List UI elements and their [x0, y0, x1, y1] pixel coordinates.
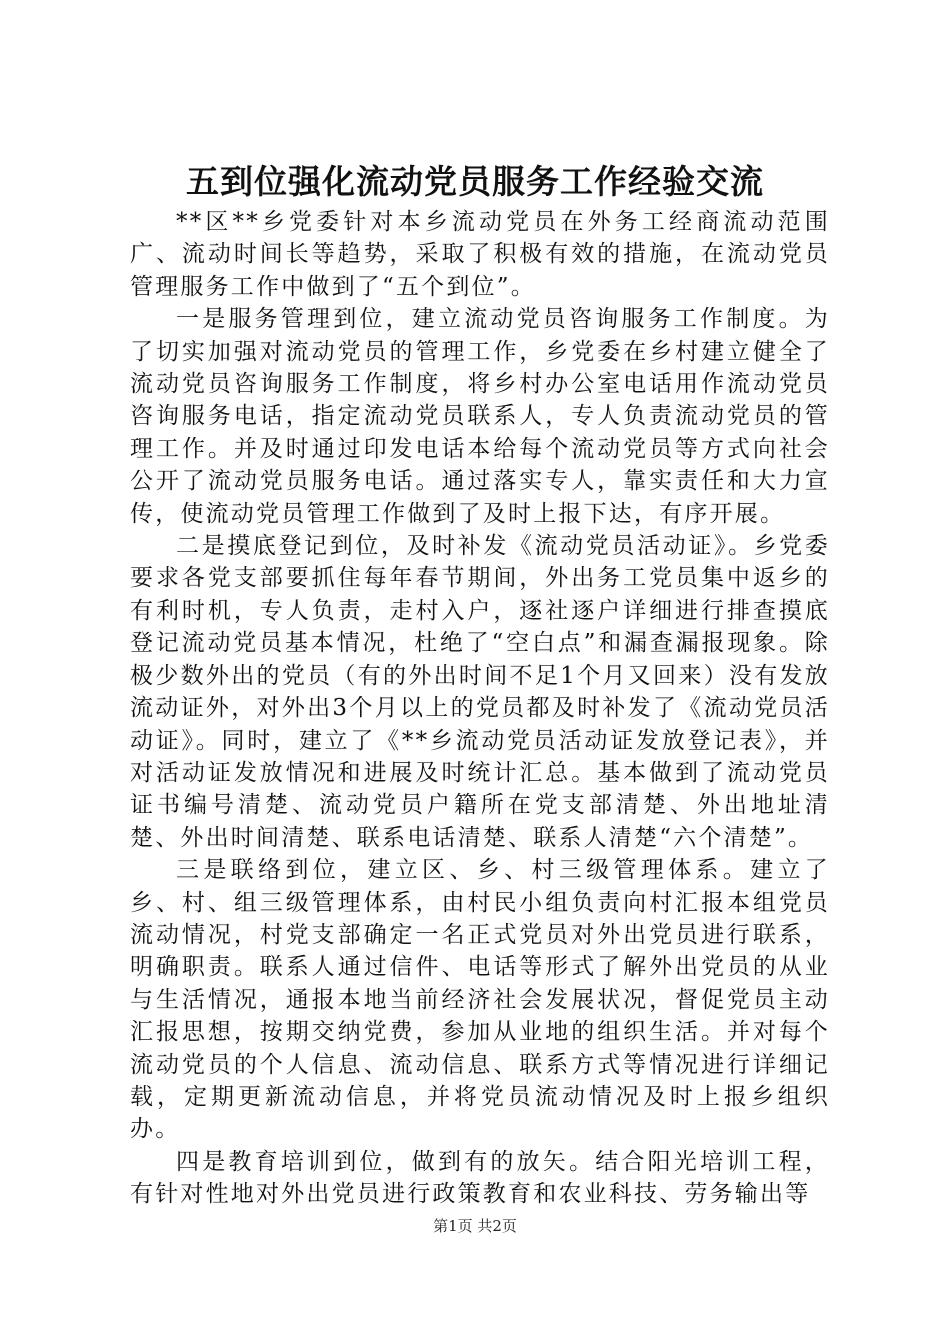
page-number-footer: 第1页 共2页 [433, 1217, 517, 1235]
paragraph-education-training: 四是教育培训到位，做到有的放矢。结合阳光培训工程，有针对性地对外出党员进行政策教育和农业科技、劳务输出等 [130, 1148, 830, 1208]
paragraph-intro: **区**乡党委针对本乡流动党员在外务工经商流动范围广、流动时间长等趋势，采取了积极有效的措施，在流动党员管理服务工作中做到了“五个到位”。 [130, 209, 830, 300]
paragraph-liaison: 三是联络到位，建立区、乡、村三级管理体系。建立了乡、村、组三级管理体系，由村民小组负责向村汇报本组党员流动情况，村党支部确定一名正式党员对外出党员进行联系，明确职责。联系人通过信件、电话等形式了解外出党员的从业与生活情况，通报本地当前经济社会发展状况，督促党员主动汇报思想，按期交纳党费，参加从业地的组织生活。并对每个流动党员的个人信息、流动信息、联系方式等情况进行详细记载，定期更新流动信息，并将党员流动情况及时上报乡组织办。 [130, 857, 830, 1143]
document-body [130, 206, 830, 1211]
document-title: 五到位强化流动党员服务工作经验交流 [186, 162, 764, 201]
paragraph-service-management: 一是服务管理到位，建立流动党员咨询服务工作制度。为了切实加强对流动党员的管理工作，乡党委在乡村建立健全了流动党员咨询服务工作制度，将乡村办公室电话用作流动党员咨询服务电话，指定流动党员联系人，专人负责流动党员的管理工作。并及时通过印发电话本给每个流动党员等方式向社会公开了流动党员服务电话。通过落实专人，靠实责任和大力宣传，使流动党员管理工作做到了及时上报下达，有序开展。 [130, 306, 830, 527]
paragraph-registration: 二是摸底登记到位，及时补发《流动党员活动证》。乡党委要求各党支部要抓住每年春节期间，外出务工党员集中返乡的有利时机，专人负责，走村入户，逐社逐户详细进行排查摸底登记流动党员基本情况，杜绝了“空白点”和漏查漏报现象。除极少数外出的党员（有的外出时间不足1个月又回来）没有发放流动证外，对外出3个月以上的党员都及时补发了《流动党员活动证》。同时，建立了《**乡流动党员活动证发放登记表》，并对活动证发放情况和进展及时统计汇总。基本做到了流动党员证书编号清楚、流动党员户籍所在党支部清楚、外出地址清楚、外出时间清楚、联系电话清楚、联系人清楚“六个清楚”。 [130, 533, 830, 851]
